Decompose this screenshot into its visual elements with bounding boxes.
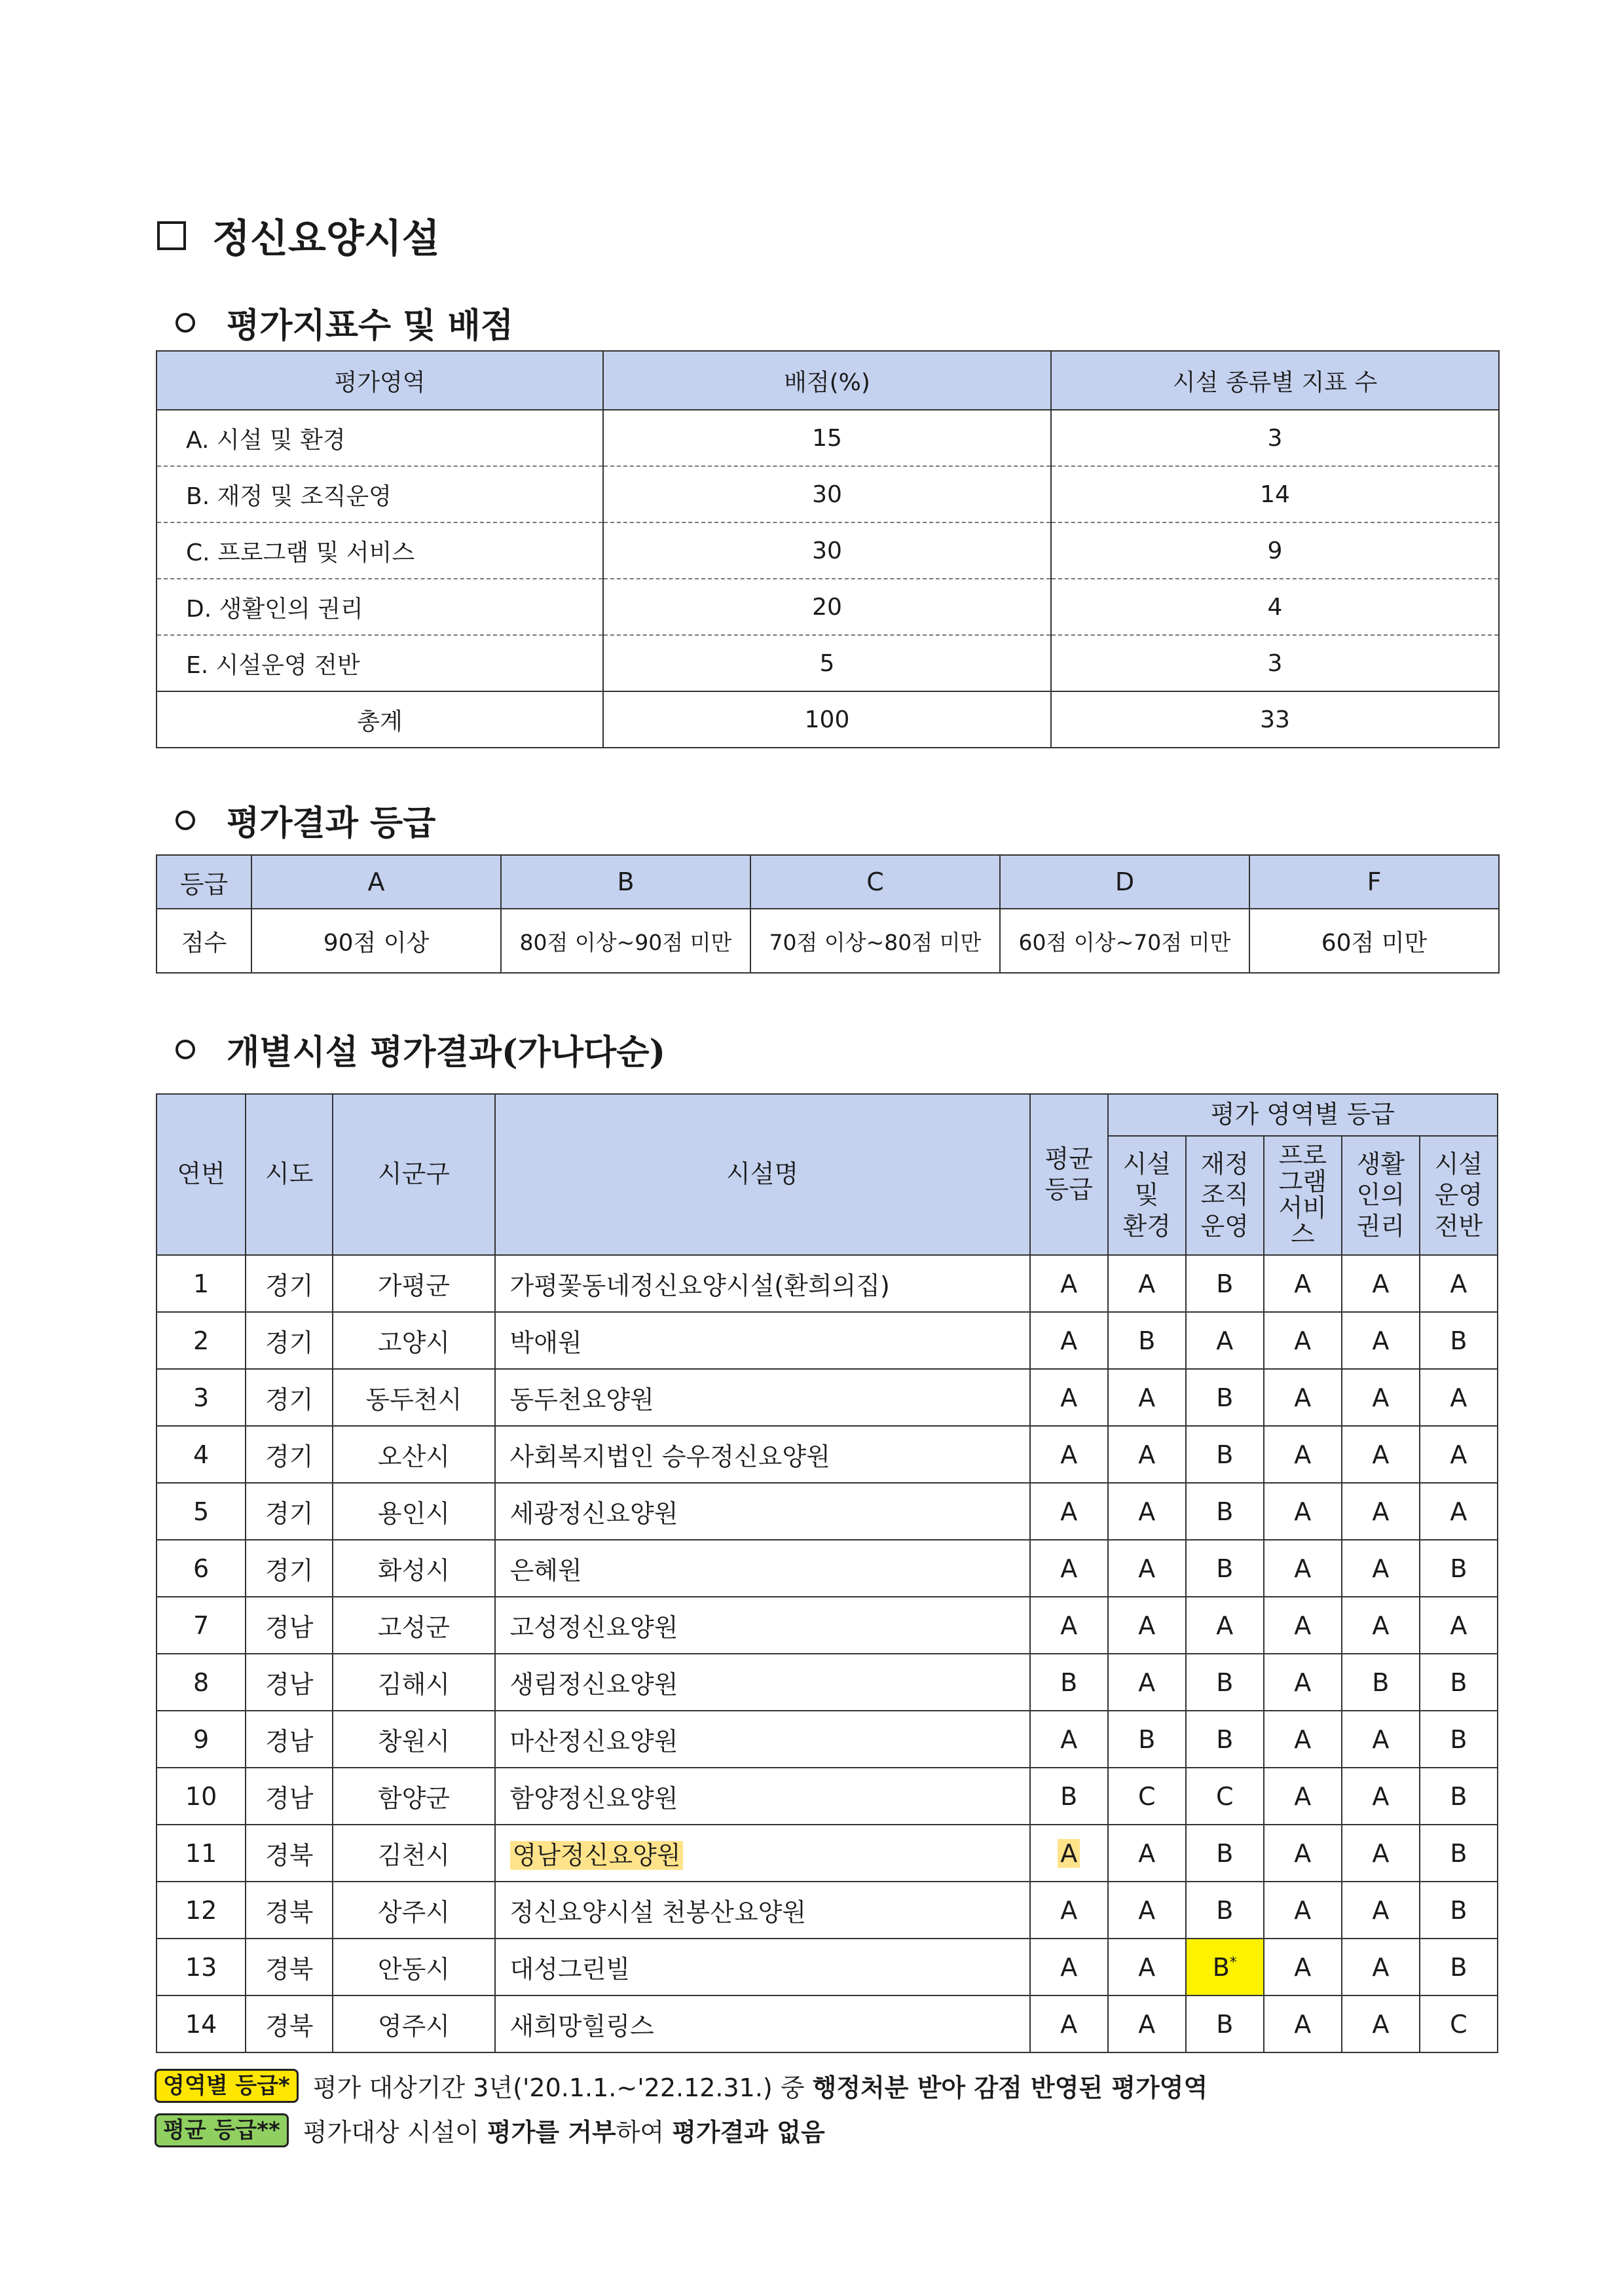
row-grade-facility: B [1108, 1711, 1186, 1768]
row-grade-operation: B [1420, 1882, 1498, 1939]
row-grade-operation: C [1420, 1995, 1498, 2052]
row-grade-rights: A [1342, 1483, 1420, 1540]
row-sigungu: 고성군 [333, 1597, 494, 1654]
row-grade-rights: A [1342, 1255, 1420, 1312]
table-row [157, 1597, 1498, 1654]
circle-bullet-icon [175, 811, 195, 830]
header-area-rights: 생활 인의 권리 [1342, 1136, 1420, 1255]
table-row [157, 1995, 1498, 2052]
row-grade-program: A [1264, 1597, 1342, 1654]
row-facility-name: 영남정신요양원 [495, 1825, 1030, 1882]
row-grade-operation: B [1420, 1711, 1498, 1768]
table-row [157, 579, 1499, 635]
row-grade-finance: B [1186, 1255, 1264, 1312]
row-grade-program: A [1264, 1312, 1342, 1369]
row-sigungu: 창원시 [333, 1711, 494, 1768]
total-label: 총계 [157, 691, 603, 748]
row-grade-operation: A [1420, 1483, 1498, 1540]
score-a: 90점 이상 [251, 909, 501, 973]
row-sido: 경남 [246, 1711, 333, 1768]
row-facility-name: 박애원 [495, 1312, 1030, 1369]
row-avg-grade: A [1030, 1540, 1108, 1597]
row-no: 3 [157, 1369, 246, 1426]
row-no: 13 [157, 1939, 246, 1995]
row-grade-operation: B [1420, 1939, 1498, 1995]
total-count: 33 [1051, 691, 1499, 748]
row-grade-finance: B [1186, 1483, 1264, 1540]
score-label: 점수 [157, 909, 251, 973]
row-sido: 경기 [246, 1540, 333, 1597]
avg-grade-badge: 평균 등급** [155, 2113, 289, 2147]
page-title-text: 정신요양시설 [212, 216, 440, 262]
row-avg-grade: A [1030, 1995, 1108, 2052]
row-grade-facility: A [1108, 1995, 1186, 2052]
indicator-table [156, 350, 1500, 748]
row-facility-name: 마산정신요양원 [495, 1711, 1030, 1768]
circle-bullet-icon [175, 313, 195, 333]
row-grade-facility: A [1108, 1882, 1186, 1939]
header-area-program: 프로 그램 서비 스 [1264, 1136, 1342, 1255]
row-grade-finance: B [1186, 1882, 1264, 1939]
score-c: 70점 이상~80점 미만 [750, 909, 1000, 973]
row-no: 8 [157, 1654, 246, 1711]
note-text: 평가 대상기간 3년('20.1.1.~'22.12.31.) 중 [312, 2073, 813, 2102]
row-avg-grade: A [1030, 1711, 1108, 1768]
row-avg-grade: A [1030, 1369, 1108, 1426]
header-area-finance: 재정 조직 운영 [1186, 1136, 1264, 1255]
table-row [157, 1312, 1498, 1369]
row-sido: 경남 [246, 1597, 333, 1654]
row-facility-name: 세광정신요양원 [495, 1483, 1030, 1540]
row-grade-program: A [1264, 1995, 1342, 2052]
header-no: 연번 [157, 1094, 246, 1255]
row-grade-program: A [1264, 1711, 1342, 1768]
row-sido: 경남 [246, 1654, 333, 1711]
note-bold: 평가를 거부 [487, 2118, 616, 2147]
row-grade-finance: B [1186, 1540, 1264, 1597]
score-cell: 20 [603, 579, 1051, 635]
row-grade-facility: A [1108, 1825, 1186, 1882]
row-grade-facility: A [1108, 1369, 1186, 1426]
area-cell: D. 생활인의 권리 [157, 579, 603, 635]
row-grade-rights: A [1342, 1939, 1420, 1995]
row-avg-grade: A [1030, 1597, 1108, 1654]
row-grade-finance: B* [1186, 1939, 1264, 1995]
count-cell: 9 [1051, 522, 1499, 579]
row-facility-name: 사회복지법인 승우정신요양원 [495, 1426, 1030, 1483]
row-no: 14 [157, 1995, 246, 2052]
note-area-grade [155, 2068, 1208, 2104]
row-sido: 경북 [246, 1882, 333, 1939]
row-grade-program: A [1264, 1939, 1342, 1995]
row-facility-name: 가평꽃동네정신요양시설(환희의집) [495, 1255, 1030, 1312]
section-indicators-title: 평가지표수 및 배점 [227, 306, 514, 346]
header-sigungu: 시군구 [333, 1094, 494, 1255]
header-area: 평가영역 [157, 351, 603, 410]
row-grade-rights: A [1342, 1825, 1420, 1882]
row-sigungu: 오산시 [333, 1426, 494, 1483]
total-row [157, 691, 1499, 748]
row-sigungu: 동두천시 [333, 1369, 494, 1426]
row-grade-program: A [1264, 1654, 1342, 1711]
row-grade-program: A [1264, 1825, 1342, 1882]
row-sigungu: 김해시 [333, 1654, 494, 1711]
row-grade-operation: A [1420, 1255, 1498, 1312]
row-sigungu: 김천시 [333, 1825, 494, 1882]
row-sido: 경북 [246, 1995, 333, 2052]
row-grade-rights: A [1342, 1426, 1420, 1483]
row-grade-finance: B [1186, 1825, 1264, 1882]
row-grade-finance: B [1186, 1426, 1264, 1483]
row-avg-grade: A [1030, 1939, 1108, 1995]
note-avg-grade [155, 2112, 825, 2148]
row-avg-grade: A [1030, 1255, 1108, 1312]
header-area-group: 평가 영역별 등급 [1108, 1094, 1498, 1136]
row-facility-name: 고성정신요양원 [495, 1597, 1030, 1654]
row-sido: 경기 [246, 1483, 333, 1540]
facility-table [156, 1093, 1498, 2053]
total-score: 100 [603, 691, 1051, 748]
row-grade-program: A [1264, 1882, 1342, 1939]
row-grade-program: A [1264, 1369, 1342, 1426]
row-grade-finance: B [1186, 1654, 1264, 1711]
table-row [157, 1882, 1498, 1939]
table-row [157, 1654, 1498, 1711]
row-grade-program: A [1264, 1540, 1342, 1597]
row-facility-name: 함양정신요양원 [495, 1768, 1030, 1825]
section-grades-title: 평가결과 등급 [227, 803, 436, 843]
row-no: 10 [157, 1768, 246, 1825]
row-sido: 경기 [246, 1312, 333, 1369]
grade-c: C [750, 855, 1000, 909]
row-grade-rights: A [1342, 1540, 1420, 1597]
count-cell: 14 [1051, 466, 1499, 522]
count-cell: 4 [1051, 579, 1499, 635]
table-row [157, 410, 1499, 466]
table-row [157, 635, 1499, 691]
row-facility-name: 대성그린빌 [495, 1939, 1030, 1995]
score-cell: 30 [603, 466, 1051, 522]
grade-d: D [1000, 855, 1249, 909]
row-sigungu: 화성시 [333, 1540, 494, 1597]
count-cell: 3 [1051, 410, 1499, 466]
note-text: 하여 [616, 2118, 673, 2147]
row-grade-facility: A [1108, 1255, 1186, 1312]
row-grade-finance: A [1186, 1597, 1264, 1654]
header-sido: 시도 [246, 1094, 333, 1255]
grade-header-label: 등급 [157, 855, 251, 909]
row-grade-rights: B [1342, 1654, 1420, 1711]
row-avg-grade: A [1030, 1483, 1108, 1540]
note-text: 평가대상 시설이 [303, 2118, 487, 2147]
row-grade-finance: A [1186, 1312, 1264, 1369]
grade-table [156, 854, 1500, 974]
table-row [157, 1825, 1498, 1882]
score-f: 60점 미만 [1249, 909, 1499, 973]
row-sigungu: 용인시 [333, 1483, 494, 1540]
row-avg-grade: B [1030, 1654, 1108, 1711]
row-grade-finance: B [1186, 1369, 1264, 1426]
row-avg-grade: A [1030, 1882, 1108, 1939]
note-bold: 평가결과 없음 [672, 2118, 825, 2147]
row-sido: 경남 [246, 1768, 333, 1825]
row-grade-facility: A [1108, 1654, 1186, 1711]
table-row [157, 522, 1499, 579]
row-grade-program: A [1264, 1426, 1342, 1483]
row-sigungu: 고양시 [333, 1312, 494, 1369]
row-avg-grade: A [1030, 1825, 1108, 1882]
header-avg-grade: 평균 등급 [1030, 1094, 1108, 1255]
table-row [157, 1426, 1498, 1483]
row-facility-name: 동두천요양원 [495, 1369, 1030, 1426]
row-facility-name: 은혜원 [495, 1540, 1030, 1597]
score-cell: 15 [603, 410, 1051, 466]
row-grade-facility: A [1108, 1597, 1186, 1654]
table-row [157, 1540, 1498, 1597]
row-grade-operation: A [1420, 1426, 1498, 1483]
row-grade-program: A [1264, 1768, 1342, 1825]
row-sigungu: 함양군 [333, 1768, 494, 1825]
page-title [157, 208, 440, 263]
area-cell: C. 프로그램 및 서비스 [157, 522, 603, 579]
row-grade-rights: A [1342, 1369, 1420, 1426]
row-grade-finance: B [1186, 1711, 1264, 1768]
row-no: 4 [157, 1426, 246, 1483]
header-area-operation: 시설 운영 전반 [1420, 1136, 1498, 1255]
grade-b: B [501, 855, 750, 909]
circle-bullet-icon [175, 1040, 195, 1059]
section-facilities-title: 개별시설 평가결과(가나다순) [227, 1032, 666, 1072]
row-grade-finance: B [1186, 1995, 1264, 2052]
row-grade-facility: A [1108, 1483, 1186, 1540]
header-count: 시설 종류별 지표 수 [1051, 351, 1499, 410]
row-no: 5 [157, 1483, 246, 1540]
checkbox-square-icon [157, 221, 186, 250]
row-grade-operation: B [1420, 1540, 1498, 1597]
row-sido: 경북 [246, 1825, 333, 1882]
row-no: 1 [157, 1255, 246, 1312]
row-grade-rights: A [1342, 1995, 1420, 2052]
row-sigungu: 가평군 [333, 1255, 494, 1312]
row-no: 9 [157, 1711, 246, 1768]
row-grade-operation: B [1420, 1825, 1498, 1882]
row-grade-rights: A [1342, 1711, 1420, 1768]
row-sigungu: 상주시 [333, 1882, 494, 1939]
table-row [157, 1369, 1498, 1426]
row-grade-program: A [1264, 1255, 1342, 1312]
section-grades [175, 795, 436, 845]
row-no: 12 [157, 1882, 246, 1939]
score-cell: 30 [603, 522, 1051, 579]
row-grade-rights: A [1342, 1312, 1420, 1369]
table-row [157, 1711, 1498, 1768]
row-grade-facility: C [1108, 1768, 1186, 1825]
row-no: 7 [157, 1597, 246, 1654]
row-grade-rights: A [1342, 1597, 1420, 1654]
deduction-mark: * [1229, 1954, 1237, 1971]
area-grade-badge: 영역별 등급* [155, 2069, 299, 2103]
header-score: 배점(%) [603, 351, 1051, 410]
row-grade-operation: A [1420, 1597, 1498, 1654]
row-grade-rights: A [1342, 1882, 1420, 1939]
score-d: 60점 이상~70점 미만 [1000, 909, 1249, 973]
area-cell: A. 시설 및 환경 [157, 410, 603, 466]
section-facilities [175, 1025, 665, 1074]
area-cell: E. 시설운영 전반 [157, 635, 603, 691]
row-grade-finance: C [1186, 1768, 1264, 1825]
row-grade-operation: B [1420, 1654, 1498, 1711]
header-area-facility: 시설 및 환경 [1108, 1136, 1186, 1255]
header-name: 시설명 [495, 1094, 1030, 1255]
row-grade-facility: A [1108, 1540, 1186, 1597]
row-grade-facility: A [1108, 1939, 1186, 1995]
grade-f: F [1249, 855, 1499, 909]
row-grade-operation: B [1420, 1312, 1498, 1369]
table-row [157, 1483, 1498, 1540]
row-sido: 경북 [246, 1939, 333, 1995]
row-facility-name: 새희망힐링스 [495, 1995, 1030, 2052]
table-row [157, 1255, 1498, 1312]
note-bold: 행정처분 받아 감점 반영된 평가영역 [812, 2073, 1208, 2102]
grade-a: A [251, 855, 501, 909]
row-sido: 경기 [246, 1426, 333, 1483]
row-grade-rights: A [1342, 1768, 1420, 1825]
score-b: 80점 이상~90점 미만 [501, 909, 750, 973]
row-grade-program: A [1264, 1483, 1342, 1540]
row-facility-name: 정신요양시설 천봉산요양원 [495, 1882, 1030, 1939]
row-grade-operation: B [1420, 1768, 1498, 1825]
row-no: 11 [157, 1825, 246, 1882]
row-no: 2 [157, 1312, 246, 1369]
row-sido: 경기 [246, 1255, 333, 1312]
row-grade-facility: B [1108, 1312, 1186, 1369]
table-row [157, 1768, 1498, 1825]
row-facility-name: 생림정신요양원 [495, 1654, 1030, 1711]
row-sigungu: 영주시 [333, 1995, 494, 2052]
area-cell: B. 재정 및 조직운영 [157, 466, 603, 522]
row-grade-facility: A [1108, 1426, 1186, 1483]
section-indicators [175, 298, 513, 347]
table-row [157, 1939, 1498, 1995]
score-cell: 5 [603, 635, 1051, 691]
row-sido: 경기 [246, 1369, 333, 1426]
count-cell: 3 [1051, 635, 1499, 691]
table-row [157, 466, 1499, 522]
row-no: 6 [157, 1540, 246, 1597]
row-avg-grade: B [1030, 1768, 1108, 1825]
row-avg-grade: A [1030, 1312, 1108, 1369]
row-sigungu: 안동시 [333, 1939, 494, 1995]
row-avg-grade: A [1030, 1426, 1108, 1483]
row-grade-operation: A [1420, 1369, 1498, 1426]
